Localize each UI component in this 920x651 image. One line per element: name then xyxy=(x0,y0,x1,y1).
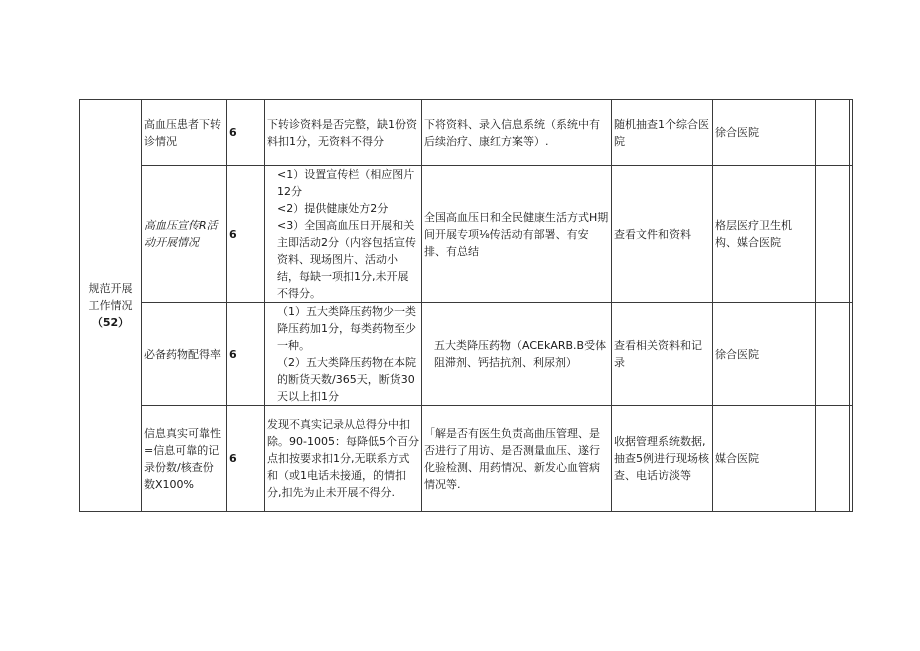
item-cell: 高血压宣传R活动开展情况 xyxy=(142,166,227,303)
table-row xyxy=(80,406,853,512)
empty-cell xyxy=(816,100,850,166)
method-cell: 查看文件和资料 xyxy=(612,166,713,303)
standard-line: （2）五大类降压药物在本院的断货天数/365天，断货30天以上扣1分 xyxy=(277,356,416,403)
requirement-cell: 下将资料、录入信息系统（系统中有后续治疗、康红方案等）. xyxy=(422,100,612,166)
standard-cell xyxy=(265,303,422,406)
requirement-cell: 全国高血压日和全民健康生活方式H期间开展专项⅛传活动有部署、有安排、有总结 xyxy=(422,166,612,303)
standard-line: （1）五大类降压药物少一类降压药加1分，每类药物至少一种。 xyxy=(277,305,416,352)
item-cell: 信息真实可靠性=信息可靠的记录份数/核查份数X100% xyxy=(142,406,227,512)
empty-cell xyxy=(850,100,853,166)
method-cell: 查看相关资料和记录 xyxy=(612,303,713,406)
target-cell: 格层医疗卫生机构、媒合医院 xyxy=(713,166,816,303)
empty-cell xyxy=(850,166,853,303)
empty-cell xyxy=(850,406,853,512)
table-row xyxy=(80,303,853,406)
category-name-line2: 工作情况 xyxy=(88,299,133,312)
category-name-line1: 规范开展 xyxy=(88,282,133,295)
empty-cell xyxy=(816,406,850,512)
empty-cell xyxy=(816,303,850,406)
requirement-cell: 「解是否有医生负责高曲压管理、是否进行了用访、是否测量血压、遂行化验检测、用药情况、新发心血管病情况等. xyxy=(422,406,612,512)
standard-cell: 下转诊资料是否完整，缺1份资料扣1分，无资料不得分 xyxy=(265,100,422,166)
empty-cell xyxy=(850,303,853,406)
evaluation-table xyxy=(79,99,853,512)
item-cell: 高血压患者下转诊情况 xyxy=(142,100,227,166)
method-cell: 随机抽查1个综合医院 xyxy=(612,100,713,166)
table-row xyxy=(80,166,853,303)
category-score: （52） xyxy=(91,316,130,329)
target-cell: 徐合医院 xyxy=(713,100,816,166)
empty-cell xyxy=(816,166,850,303)
category-cell xyxy=(80,100,142,512)
score-cell: 6 xyxy=(227,406,265,512)
method-cell: 收据管理系统数据,抽查5例进行现场核查、电话访淡等 xyxy=(612,406,713,512)
standard-line: <3）全国高血压日开展和关主即活动2分（内容包括宣传资料、现场图片、活动小结，每缺一项扣1分,未开展不得分。 xyxy=(277,219,416,300)
score-cell: 6 xyxy=(227,303,265,406)
item-cell: 必备药物配得率 xyxy=(142,303,227,406)
score-cell: 6 xyxy=(227,166,265,303)
target-cell: 徐合医院 xyxy=(713,303,816,406)
standard-line: <1）设置宣传栏（相应图片12分 xyxy=(277,168,415,198)
target-cell: 媒合医院 xyxy=(713,406,816,512)
standard-cell xyxy=(265,166,422,303)
requirement-cell xyxy=(422,303,612,406)
standard-cell: 发现不真实记录从总得分中扣除。90-1005：每降低5个百分点扣按要求扣1分,无联系方式和（或1电话未接通，的情扣分,扣先为止未开展不得分. xyxy=(265,406,422,512)
requirement-text: 五大类降压药物（ACEkARB.B受体阻滞剂、钙拮抗剂、利尿剂） xyxy=(434,339,607,369)
score-cell: 6 xyxy=(227,100,265,166)
standard-line: <2）提供健康处方2分 xyxy=(277,202,389,215)
table-row xyxy=(80,100,853,166)
